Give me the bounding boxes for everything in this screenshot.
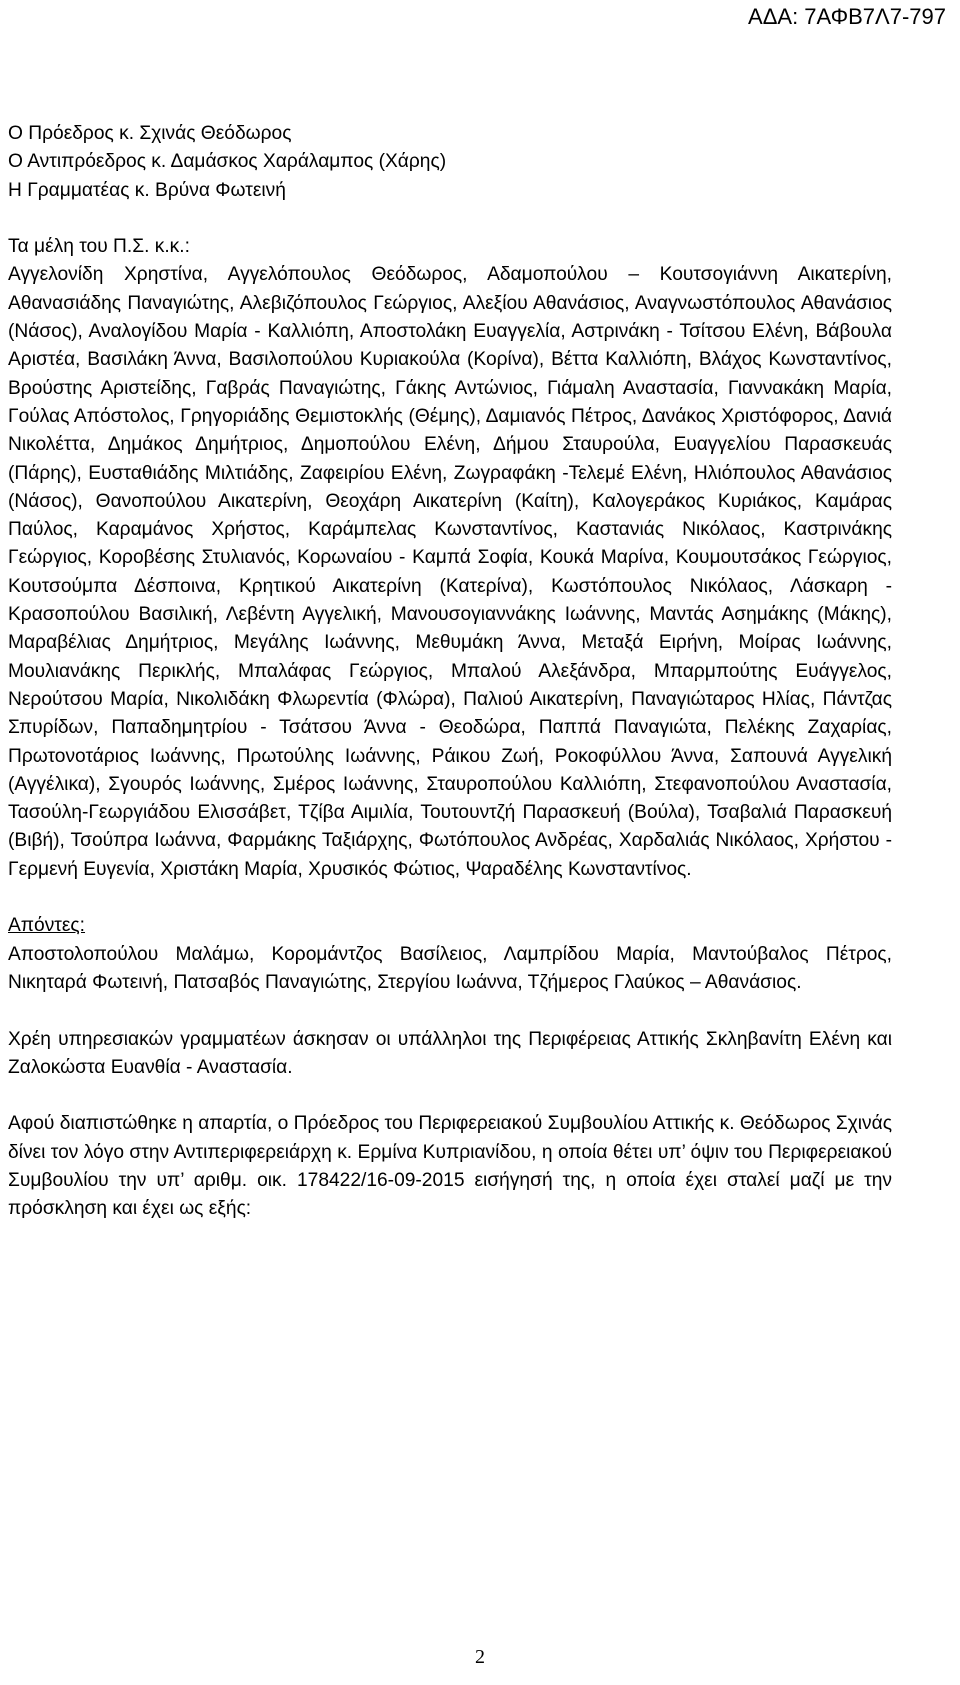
- absent-list: Αποστολοπούλου Μαλάμω, Κορομάντζος Βασίλειος, Λαμπρίδου Μαρία, Μαντούβαλος Πέτρος, Νικηταρά Φωτεινή, Πατσαβός Παναγιώτης, Στεργίου Ιωάννα, Τζήμερος Γλαύκος – Αθανάσιος.: [8, 943, 892, 993]
- members-list: Αγγελονίδη Χρηστίνα, Αγγελόπουλος Θεόδωρος, Αδαμοπούλου – Κουτσογιάννη Αικατερίνη, Αθανασιάδης Παναγιώτης, Αλεβιζόπουλος Γεώργιος, Αλεξίου Αθανάσιος, Αναγνωστόπουλος Αθανάσιος (Νάσος), Αναλογίδου Μαρία - Καλλιόπη, Αποστολάκη Ευαγγελία, Αστρινάκη - Τσίτσου Ελένη, Βάβουλα Αριστέα, Βασιλάκη Άννα, Βασιλοπούλου Κυριακούλα (Κορίνα), Βέττα Καλλιόπη, Βλάχος Κωνσταντίνος, Βρούστης Αριστείδης, Γαβράς Παναγιώτης, Γάκης Αντώνιος, Γιάμαλη Αναστασία, Γιαννακάκη Μαρία, Γούλας Απόστολος, Γρηγοριάδης Θεμιστοκλής (Θέμης), Δαμιανός Πέτρος, Δανάκος Χριστόφορος, Δανιά Νικολέττα, Δημάκος Δημήτριος, Δημοπούλου Ελένη, Δήμου Σταυρούλα, Ευαγγελίου Παρασκευάς (Πάρης), Ευσταθιάδης Μιλτιάδης, Ζαφειρίου Ελένη, Ζωγραφάκη -Τελεμέ Ελένη, Ηλιόπουλος Αθανάσιος (Νάσος), Θανοπούλου Αικατερίνη, Θεοχάρη Αικατερίνη (Καίτη), Καλογεράκος Κυριάκος, Καμάρας Παύλος, Καραμάνος Χρήστος, Καράμπελας Κωνσταντίνος, Καστανιάς Νικόλαος, Καστρινάκης Γεώργιος, Κοροβέσης Στυλιανός, Κορωναίου - Καμπά Σοφία, Κουκά Μαρίνα, Κουμουτσάκος Γεώργιος, Κουτσούμπα Δέσποινα, Κρητικού Αικατερίνη (Κατερίνα), Κωστόπουλος Νικόλαος, Λάσκαρη - Κρασοπούλου Βασιλική, Λεβέντη Αγγελική, Μανουσογιαννάκης Ιωάννης, Μαντάς Ασημάκης (Μάκης), Μαραβέλιας Δημήτριος, Μεγάλης Ιωάννης, Μεθυμάκη Άννα, Μεταξά Ειρήνη, Μοίρας Ιωάννης, Μουλιανάκης Περικλής, Μπαλάφας Γεώργιος, Μπαλού Αλεξάνδρα, Μπαρμπούτης Ευάγγελος, Νερούτσου Μαρία, Νικολιδάκη Φλωρεντία (Φλώρα), Παλιού Αικατερίνη, Παναγιώταρος Ηλίας, Πάντζας Σπυρίδων, Παπαδημητρίου - Τσάτσου Άννα - Θεοδώρα, Παππά Παναγιώτα, Πελέκης Ζαχαρίας, Πρωτονοτάριος Ιωάννης, Πρωτούλης Ιωάννης, Ράικου Ζωή, Ροκοφύλλου Άννα, Σαπουνά Αγγελική (Αγγέλικα), Σγουρός Ιωάννης, Σμέρος Ιωάννης, Σταυροπούλου Καλλιόπη, Στεφανοπούλου Αναστασία, Τασούλη-Γεωργιάδου Ελισσάβετ, Τζίβα Αιμιλία, Τουτουντζή Παρασκευή (Βούλα), Τσαβαλιά Παρασκευή (Βιβή), Τσούπρα Ιωάννα, Φαρμάκης Ταξιάρχης, Φωτόπουλος Ανδρέας, Χαρδαλιάς Νικόλαος, Χρήστου - Γερμενή Ευγενία, Χριστάκη Μαρία, Χρυσικός Φώτιος, Ψαραδέλης Κωνσταντίνος.: [8, 264, 892, 880]
- quorum-paragraph: Αφού διαπιστώθηκε η απαρτία, ο Πρόεδρος του Περιφερειακού Συμβουλίου Αττικής κ. Θεόδωρος Σχινάς δίνει τον λόγο στην Αντιπεριφερειάρχη κ. Ερμίνα Κυπριανίδου, η οποία θέτει υπ’ όψιν του Περιφερειακού Συμβουλίου την υπ’ αριθμ. οικ. 178422/16-09-2015 εισήγησή της, η οποία έχει σταλεί μαζί με την πρόσκληση και έχει ως εξής:: [8, 1113, 892, 1220]
- vice-president-line: Ο Αντιπρόεδρος κ. Δαμάσκος Χαράλαμπος (Χάρης): [8, 151, 447, 173]
- absent-heading: Απόντες:: [8, 915, 86, 937]
- ada-code: ΑΔΑ: 7ΑΦΒ7Λ7-797: [748, 4, 946, 29]
- minutes-body: [8, 120, 892, 1224]
- secretaries-paragraph: Χρέη υπηρεσιακών γραμματέων άσκησαν οι υπάλληλοι της Περιφέρειας Αττικής Σκληβανίτη Ελένη και Ζαλοκώστα Ευανθία - Αναστασία.: [8, 1028, 892, 1078]
- members-heading: Τα μέλη του Π.Σ. κ.κ.:: [8, 236, 190, 258]
- page-number: 2: [475, 1646, 485, 1668]
- president-line: Ο Πρόεδρος κ. Σχινάς Θεόδωρος: [8, 123, 292, 144]
- secretary-line: Η Γραμματέας κ. Βρύνα Φωτεινή: [8, 179, 286, 201]
